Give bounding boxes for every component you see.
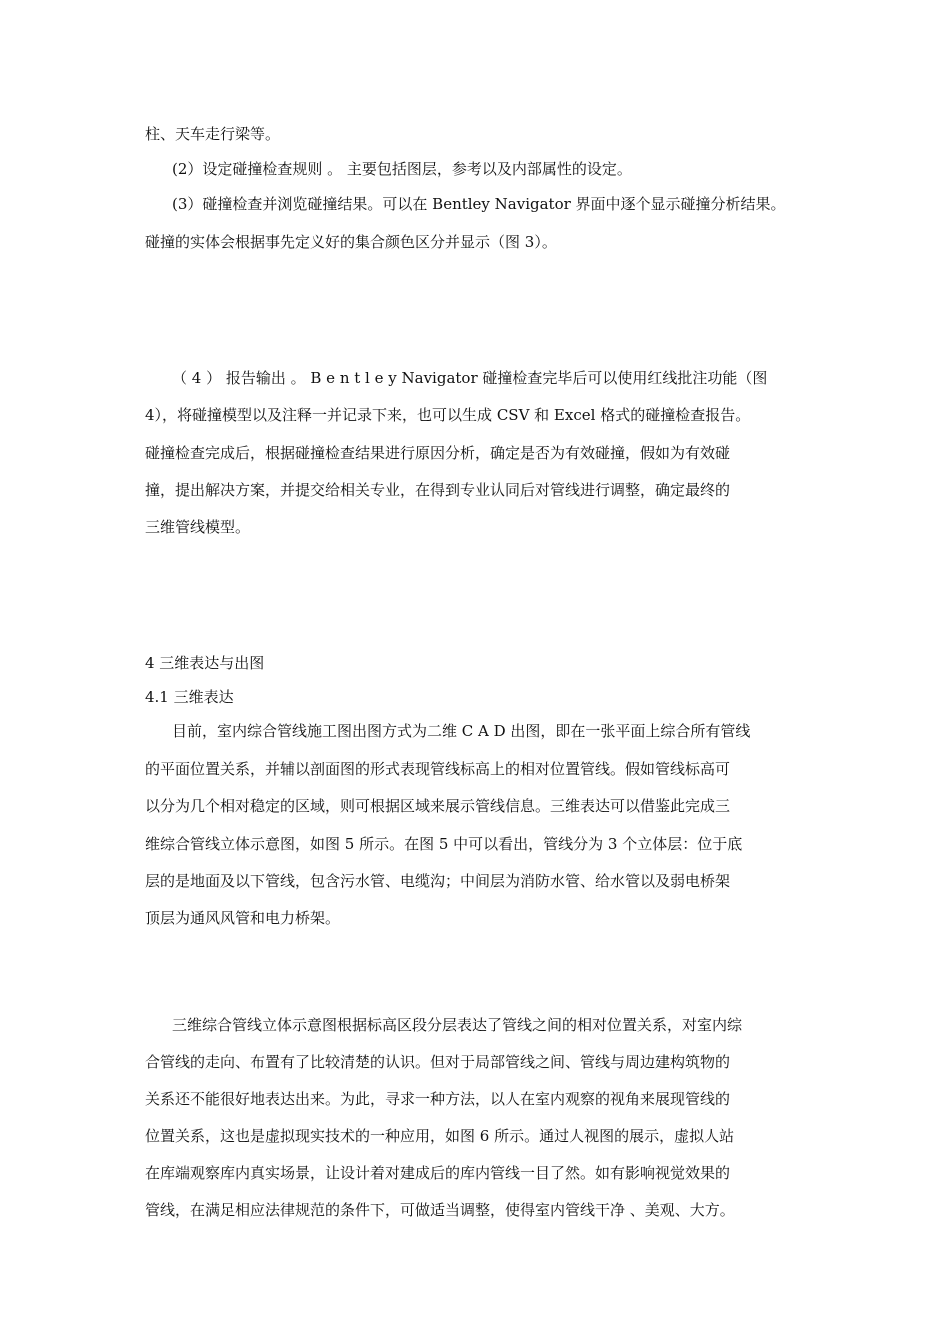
para3-line1: (3）碰撞检查并浏览碰撞结果。可以在 Bentley Navigator 界面中逐个显示碰撞分析结果。 xyxy=(172,195,786,213)
para5-line5: 层的是地面及以下管线，包含污水管、电缆沟；中间层为消防水管、给水管以及弱电桥架 xyxy=(145,872,731,890)
section-heading: 4 三维表达与出图 xyxy=(145,654,265,672)
para6-line2: 合管线的走向、布置有了比较清楚的认识。但对于局部管线之间、管线与周边建构筑物的 xyxy=(145,1053,731,1071)
para6-line5: 在库端观察库内真实场景，让设计着对建成后的库内管线一目了然。如有影响视觉效果的 xyxy=(145,1164,731,1182)
para4-line3: 碰撞检查完成后，根据碰撞检查结果进行原因分析，确定是否为有效碰撞，假如为有效碰 xyxy=(145,444,731,462)
para5-line3: 以分为几个相对稳定的区域，则可根据区域来展示管线信息。三维表达可以借鉴此完成三 xyxy=(145,797,731,815)
para5-line6: 顶层为通风风管和电力桥架。 xyxy=(145,909,341,927)
para1-line1: 柱、天车走行梁等。 xyxy=(145,125,281,143)
para6-line6: 管线，在满足相应法律规范的条件下，可做适当调整，使得室内管线干净 、美观、大方。 xyxy=(145,1201,735,1219)
para5-line4: 维综合管线立体示意图，如图 5 所示。在图 5 中可以看出，管线分为 3 个立体层：位于底 xyxy=(145,835,743,853)
para2-line1: (2）设定碰撞检查规则 。 主要包括图层，参考以及内部属性的设定。 xyxy=(172,160,632,178)
para6-line1: 三维综合管线立体示意图根据标高区段分层表达了管线之间的相对位置关系，对室内综 xyxy=(172,1016,743,1034)
para6-line3: 关系还不能很好地表达出来。为此，寻求一种方法，以人在室内观察的视角来展现管线的 xyxy=(145,1090,731,1108)
para6-line4: 位置关系，这也是虚拟现实技术的一种应用，如图 6 所示。通过人视图的展示，虚拟人站 xyxy=(145,1127,735,1145)
para4-line1: （ 4 ） 报告输出 。 B e n t l e y Navigator 碰撞检查完毕后可以使用红线批注功能（图 xyxy=(172,369,768,387)
para4-line5: 三维管线模型。 xyxy=(145,518,251,536)
para4-line4: 撞，提出解决方案，并提交给相关专业，在得到专业认同后对管线进行调整，确定最终的 xyxy=(145,481,731,499)
para5-line1: 目前，室内综合管线施工图出图方式为二维 C A D 出图，即在一张平面上综合所有管线 xyxy=(172,722,751,740)
para3-line2: 碰撞的实体会根据事先定义好的集合颜色区分并显示（图 3）。 xyxy=(145,233,557,251)
para5-line2: 的平面位置关系，并辅以剖面图的形式表现管线标高上的相对位置管线。假如管线标高可 xyxy=(145,760,731,778)
subsection-heading: 4.1 三维表达 xyxy=(145,688,234,706)
para4-line2: 4），将碰撞模型以及注释一并记录下来，也可以生成 CSV 和 Excel 格式的碰撞检查报告。 xyxy=(145,406,751,424)
